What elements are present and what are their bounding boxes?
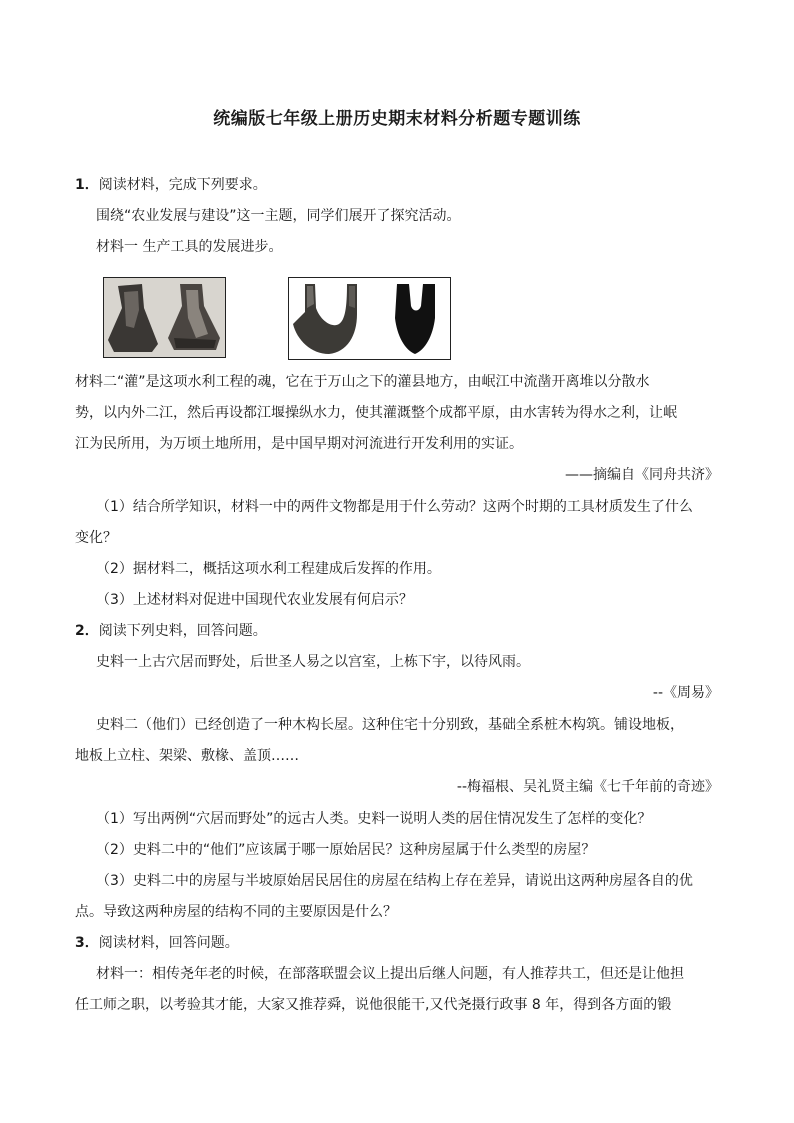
historical-source-1-citation: --《周易》	[652, 685, 719, 701]
stone-tools-photo-icon	[104, 278, 225, 357]
q2-subquestion-1: （1）写出两例“穴居而野处”的远古人类。史料一说明人类的居住情况发生了怎样的变化？	[96, 811, 652, 827]
question-3-number: 3．	[75, 935, 99, 951]
q2-subquestion-3-line-2: 点。导致这两种房屋的结构不同的主要原因是什么？	[75, 904, 397, 920]
metal-tools-photo-icon	[289, 278, 450, 359]
q2-subquestion-2: （2）史料二中的“他们”应该属于哪一原始居民？这种房屋属于什么类型的房屋？	[96, 842, 596, 858]
page-title: 统编版七年级上册历史期末材料分析题专题训练	[213, 109, 581, 129]
q1-subquestion-3: （3）上述材料对促进中国现代农业发展有何启示？	[96, 592, 413, 608]
question-1-instruction: 阅读材料，完成下列要求。	[98, 177, 267, 193]
q2-subquestion-3-line-1: （3）史料二中的房屋与半坡原始居民居住的房屋在结构上存在差异，请说出这两种房屋各自的优	[96, 873, 693, 889]
q1-subquestion-2: （2）据材料二，概括这项水利工程建成后发挥的作用。	[96, 561, 441, 577]
historical-source-2-citation: --梅福根、吴礼贤主编《七千年前的奇迹》	[456, 779, 719, 795]
question-1-intro: 围绕“农业发展与建设”这一主题，同学们展开了探究活动。	[96, 208, 461, 224]
historical-source-1: 史料一上古穴居而野处，后世圣人易之以宫室，上栋下宇，以待风雨。	[96, 654, 530, 670]
question-2-number: 2．	[75, 623, 99, 639]
question-2-instruction: 阅读下列史料，回答问题。	[98, 623, 267, 639]
stone-tools-image	[103, 277, 226, 358]
question-2-heading	[75, 621, 267, 641]
historical-source-2-line-1: 史料二（他们）已经创造了一种木构长屋。这种住宅十分别致，基础全系桩木构筑。铺设地板，	[96, 717, 684, 733]
material-2-line-1: 材料二“灌”是这项水利工程的魂，它在于万山之下的灌县地方，由岷江中流凿开离堆以分散水	[75, 374, 650, 390]
material-2-line-3: 江为民所用，为万顷土地所用，是中国早期对河流进行开发利用的实证。	[75, 436, 523, 452]
q3-material-1-line-2: 任工师之职，以考验其才能，大家又推荐舜，说他很能干,又代尧摄行政事 8 年，得到各方面的锻	[75, 997, 672, 1013]
question-1-number: 1．	[75, 177, 99, 193]
q1-subquestion-1-line-1: （1）结合所学知识，材料一中的两件文物都是用于什么劳动？这两个时期的工具材质发生了什么	[96, 499, 693, 515]
material-1-label: 材料一 生产工具的发展进步。	[96, 239, 283, 255]
material-2-line-2: 势，以内外二江，然后再设都江堰操纵水力，使其灌溉整个成都平原，由水害转为得水之利，让岷	[75, 405, 677, 421]
metal-tools-image	[288, 277, 451, 360]
q1-subquestion-1-line-2: 变化？	[75, 530, 117, 546]
material-2-source: ——摘编自《同舟共济》	[565, 467, 719, 483]
q3-material-1-line-1: 材料一：相传尧年老的时候，在部落联盟会议上提出后继人问题，有人推荐共工，但还是让他担	[96, 966, 684, 982]
question-3-instruction: 阅读材料，回答问题。	[98, 935, 239, 951]
historical-source-2-line-2: 地板上立柱、架梁、敷椽、盖顶……	[75, 748, 299, 764]
question-3-heading	[75, 933, 239, 953]
question-1-heading	[75, 175, 267, 195]
